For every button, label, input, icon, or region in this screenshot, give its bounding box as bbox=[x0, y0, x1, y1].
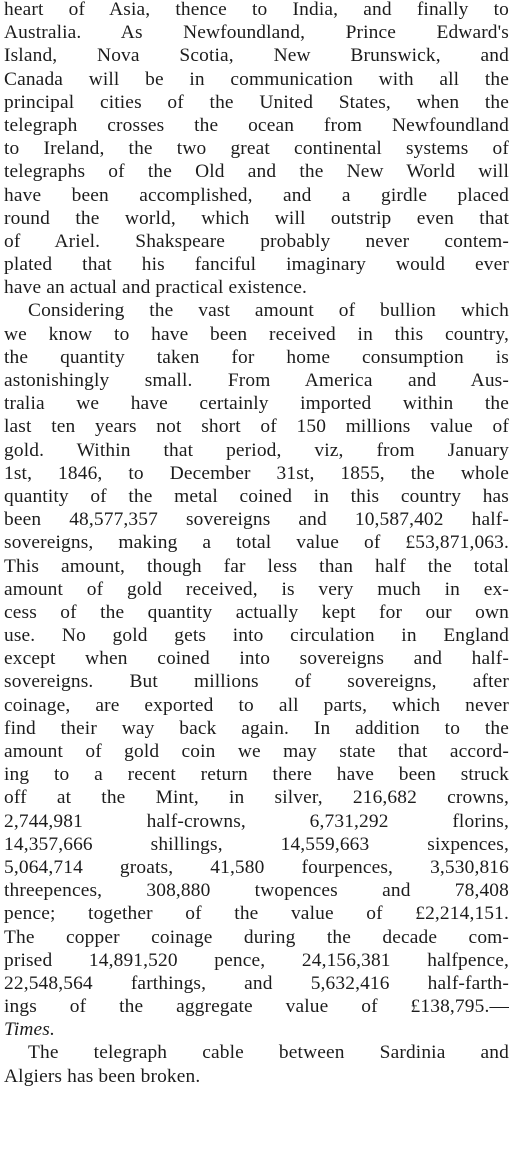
text-line: pence; together of the value of £2,214,151. bbox=[4, 903, 509, 925]
text-line: telegraphs of the Old and the New World will bbox=[4, 161, 509, 183]
text-line: gold. Within that period, viz, from January bbox=[4, 439, 509, 461]
text-line: ings of the aggregate value of £138,795.— bbox=[4, 996, 509, 1018]
text-line: Algiers has been broken. bbox=[4, 1065, 201, 1087]
text-line: quantity of the metal coined in this country has bbox=[4, 485, 509, 507]
text-line: have an actual and practical existence. bbox=[4, 277, 308, 299]
article-column bbox=[4, 0, 509, 1088]
paragraph-sardinia-cable bbox=[4, 1041, 509, 1087]
text-line: The telegraph cable between Sardinia and bbox=[28, 1042, 509, 1064]
text-line: Australia. As Newfoundland, Prince Edward's bbox=[4, 22, 509, 44]
text-line: round the world, which will outstrip even that bbox=[4, 207, 509, 229]
text-line: amount of gold coin we may state that accord- bbox=[4, 741, 509, 762]
text-line: astonishingly small. From America and Aus- bbox=[4, 370, 509, 391]
text-line: 1st, 1846, to December 31st, 1855, the whole bbox=[4, 462, 509, 484]
text-line: telegraph crosses the ocean from Newfoundland bbox=[4, 114, 509, 136]
text-line: off at the Mint, in silver, 216,682 crowns, bbox=[4, 787, 509, 809]
text-line: except when coined into sovereigns and half- bbox=[4, 648, 509, 670]
paragraph-bullion-coinage bbox=[4, 299, 509, 1041]
text-line: principal cities of the United States, when the bbox=[4, 91, 509, 113]
paragraph-telegraph-girdle bbox=[4, 0, 509, 299]
text-line: cess of the quantity actually kept for our own bbox=[4, 601, 509, 623]
text-line: prised 14,891,520 pence, 24,156,381 halfpence, bbox=[4, 949, 509, 971]
source-attribution: Times. bbox=[4, 1019, 56, 1041]
text-line: amount of gold received, is very much in ex- bbox=[4, 578, 509, 600]
text-line: 22,548,564 farthings, and 5,632,416 half-farth- bbox=[4, 972, 509, 994]
text-line: coinage, are exported to all parts, which never bbox=[4, 694, 509, 716]
text-line: last ten years not short of 150 millions value of bbox=[4, 416, 509, 438]
text-line: heart of Asia, thence to India, and finally to bbox=[4, 0, 509, 20]
text-line: Canada will be in communication with all the bbox=[4, 68, 509, 90]
text-line: find their way back again. In addition to the bbox=[4, 717, 509, 739]
text-line: plated that his fanciful imaginary would ever bbox=[4, 254, 509, 276]
text-line: The copper coinage during the decade com- bbox=[4, 926, 509, 948]
text-line: we know to have been received in this country, bbox=[4, 323, 509, 345]
text-line: been 48,577,357 sovereigns and 10,587,402 half- bbox=[4, 509, 509, 531]
text-line: This amount, though far less than half the total bbox=[4, 555, 509, 577]
text-line: 2,744,981 half-crowns, 6,731,292 florins, bbox=[4, 810, 509, 832]
text-line: sovereigns, making a total value of £53,871,063. bbox=[4, 532, 509, 554]
text-line: 14,357,666 shillings, 14,559,663 sixpences, bbox=[4, 833, 509, 855]
text-line: Considering the vast amount of bullion which bbox=[28, 300, 509, 322]
text-line: ing to a recent return there have been struck bbox=[4, 764, 509, 786]
text-line: the quantity taken for home consumption is bbox=[4, 346, 509, 368]
text-line: use. No gold gets into circulation in England bbox=[4, 625, 509, 647]
text-line: threepences, 308,880 twopences and 78,408 bbox=[4, 880, 509, 902]
text-line: sovereigns. But millions of sovereigns, after bbox=[4, 671, 509, 693]
text-line: of Ariel. Shakspeare probably never contem- bbox=[4, 230, 509, 252]
text-line: to Ireland, the two great continental systems of bbox=[4, 138, 509, 160]
text-line: have been accomplished, and a girdle placed bbox=[4, 184, 509, 206]
text-line: 5,064,714 groats, 41,580 fourpences, 3,530,816 bbox=[4, 856, 509, 878]
text-line: tralia we have certainly imported within the bbox=[4, 393, 509, 415]
text-line: Island, Nova Scotia, New Brunswick, and bbox=[4, 45, 509, 67]
